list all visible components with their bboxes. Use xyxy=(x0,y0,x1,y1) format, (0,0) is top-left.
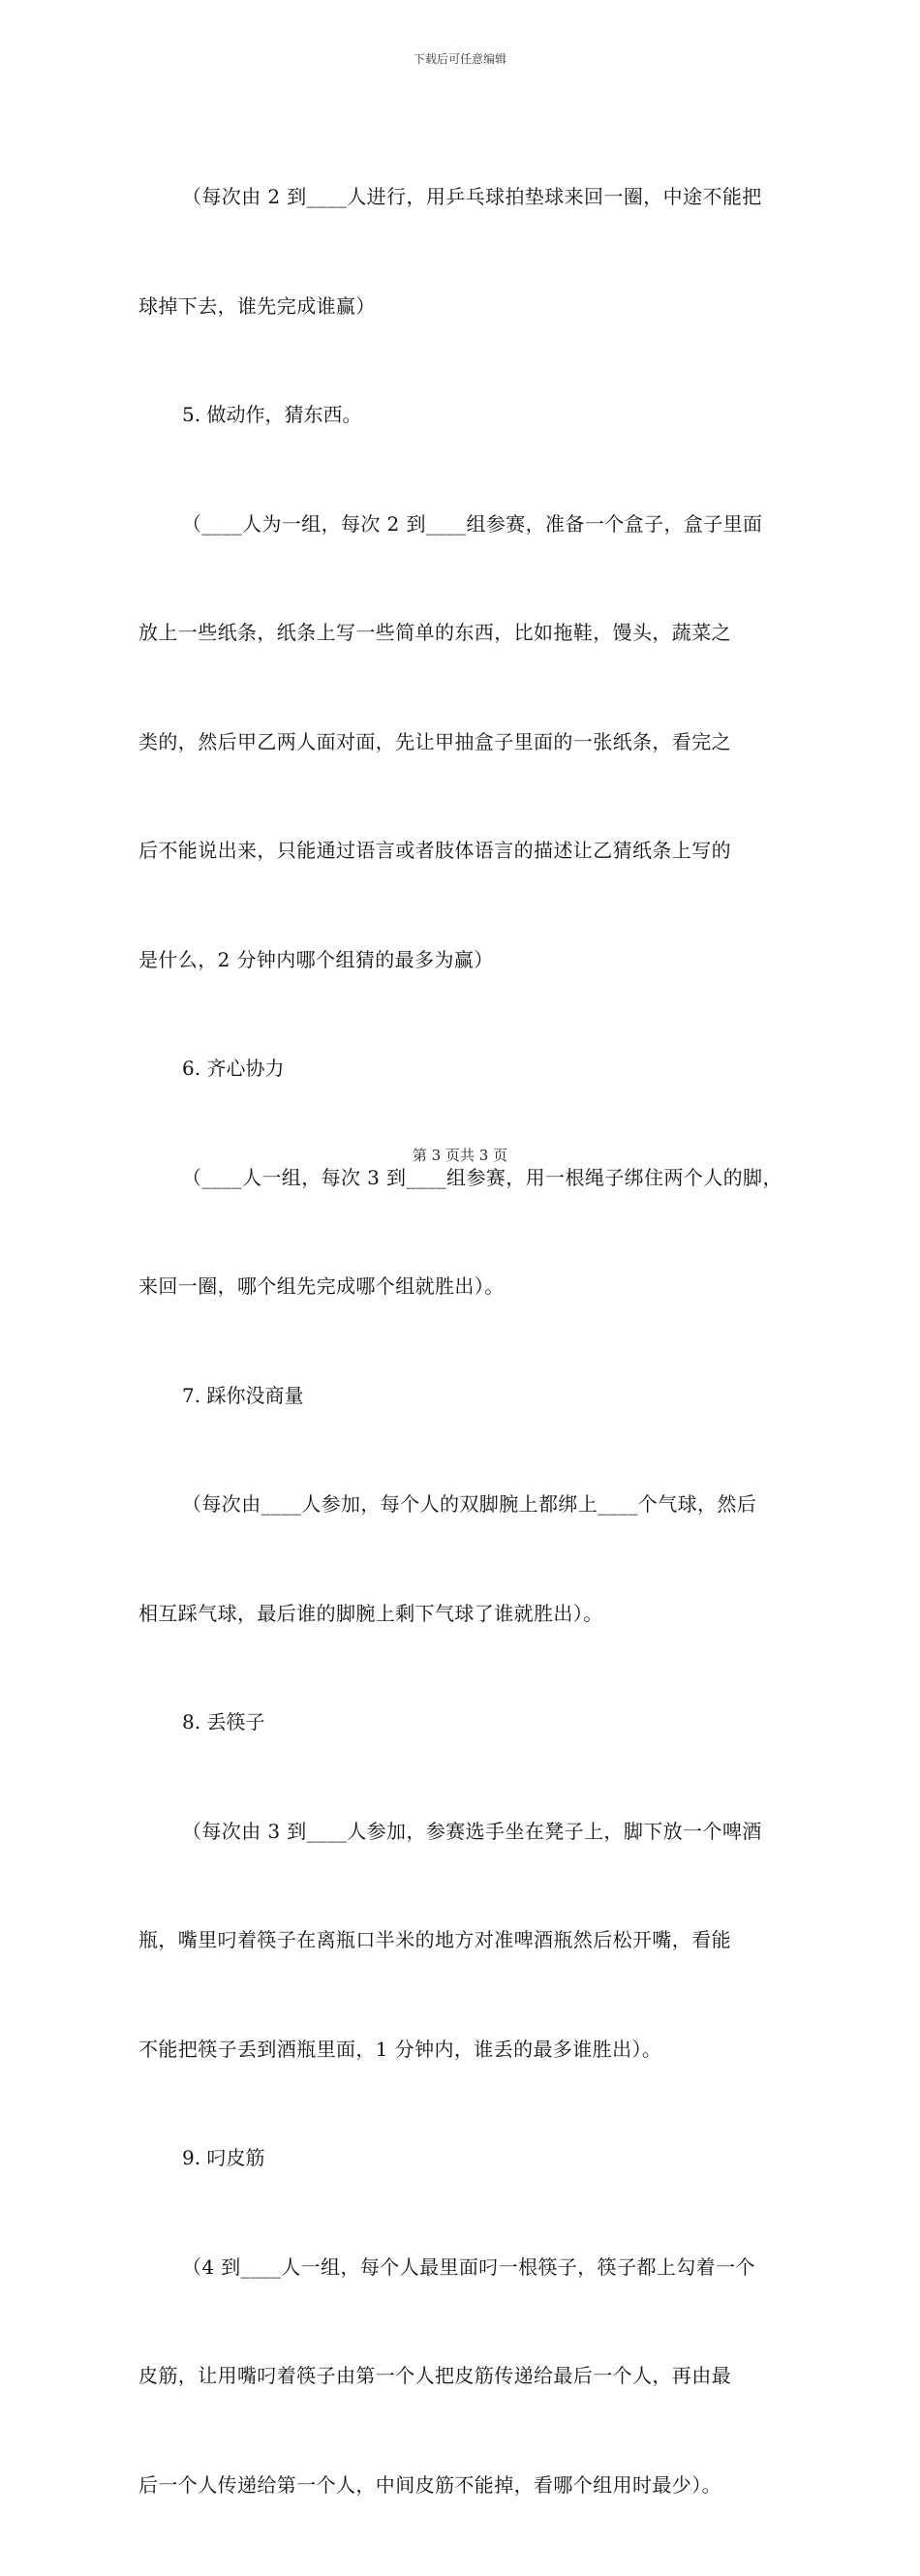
section-heading-8: 8. 丢筷子 xyxy=(138,1704,782,1741)
document-body xyxy=(138,107,782,2576)
paragraph-line: （每次由____人参加，每个人的双脚腕上都绑上____个气球，然后 xyxy=(138,1487,782,1523)
paragraph-line: 后不能说出来，只能通过语言或者肢体语言的描述让乙猜纸条上写的 xyxy=(138,833,782,870)
paragraph-line: 是什么，2 分钟内哪个组猜的最多为赢） xyxy=(138,942,782,979)
section-heading-6: 6. 齐心协力 xyxy=(138,1051,782,1088)
page-footer: 第 3 页共 3 页 xyxy=(0,1145,920,1165)
paragraph-line: 来回一圈，哪个组先完成哪个组就胜出）。 xyxy=(138,1269,782,1305)
paragraph-line: 类的，然后甲乙两人面对面，先让甲抽盒子里面的一张纸条，看完之 xyxy=(138,724,782,761)
page-header: 下载后可任意编辑 xyxy=(0,50,920,67)
paragraph-line: （每次由 2 到____人进行，用乒乓球拍垫球来回一圈，中途不能把 xyxy=(138,179,782,216)
paragraph-line: 后一个人传递给第一个人，中间皮筋不能掉，看哪个组用时最少）。 xyxy=(138,2468,782,2504)
paragraph-rubber-band xyxy=(138,2177,782,2576)
paragraph-line: 瓶，嘴里叼着筷子在离瓶口半米的地方对准啤酒瓶然后松开嘴，看能 xyxy=(138,1922,782,1959)
section-heading-5: 5. 做动作，猜东西。 xyxy=(138,397,782,434)
paragraph-chopstick-drop xyxy=(138,1741,782,2141)
paragraph-line: 皮筋，让用嘴叼着筷子由第一个人把皮筋传递给最后一个人，再由最 xyxy=(138,2358,782,2395)
paragraph-three-legged xyxy=(138,1088,782,1378)
paragraph-line: 球掉下去，谁先完成谁赢） xyxy=(138,289,782,325)
paragraph-line: （____人为一组，每次 2 到____组参赛，准备一个盒子，盒子里面 xyxy=(138,506,782,543)
paragraph-ping-pong xyxy=(138,107,782,397)
paragraph-line: 不能把筷子丢到酒瓶里面，1 分钟内，谁丢的最多谁胜出）。 xyxy=(138,2032,782,2069)
paragraph-line: （____人一组，每次 3 到____组参赛，用一根绳子绑住两个人的脚， xyxy=(138,1160,782,1197)
paragraph-line: （4 到____人一组，每个人最里面叼一根筷子，筷子都上勾着一个 xyxy=(138,2250,782,2286)
section-heading-9: 9. 叼皮筋 xyxy=(138,2140,782,2177)
paragraph-guess-game xyxy=(138,434,782,1052)
paragraph-line: 放上一些纸条，纸条上写一些简单的东西，比如拖鞋，馒头，蔬菜之 xyxy=(138,615,782,652)
paragraph-line: （每次由 3 到____人参加，参赛选手坐在凳子上，脚下放一个啤酒 xyxy=(138,1814,782,1851)
paragraph-line: 相互踩气球，最后谁的脚腕上剩下气球了谁就胜出）。 xyxy=(138,1596,782,1633)
paragraph-balloon-stomp xyxy=(138,1414,782,1704)
section-heading-7: 7. 踩你没商量 xyxy=(138,1378,782,1415)
